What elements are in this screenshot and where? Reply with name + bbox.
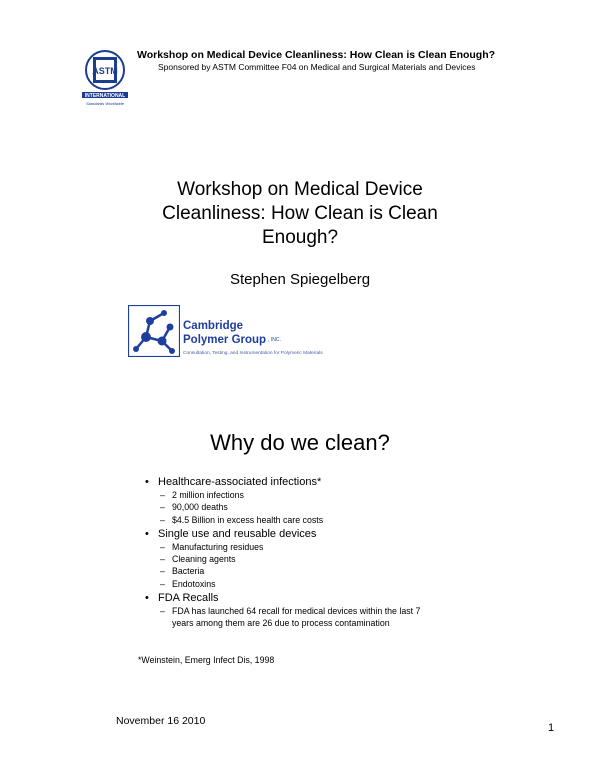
sub-bullet-text: Manufacturing residues — [172, 541, 264, 552]
sub-bullet-item — [145, 578, 465, 590]
company-name-line2: Polymer Group — [183, 334, 267, 347]
sub-bullet-text: 2 million infections — [172, 490, 244, 500]
bullet-text: FDA Recalls — [158, 592, 219, 605]
sub-bullet-text: 90,000 deaths — [172, 502, 228, 513]
astm-international-logo-icon — [80, 48, 130, 108]
slide1-title-line: Workshop on Medical Device — [177, 179, 423, 200]
bullet-dot-icon: • — [145, 592, 149, 605]
sub-bullet-dash-icon: – — [160, 606, 165, 617]
company-inc: , INC. — [268, 337, 281, 343]
presenter-name: Stephen Spiegelberg — [229, 271, 371, 288]
sub-bullet-text: Cleaning agents — [172, 554, 236, 565]
bullet-dot-icon: • — [145, 527, 149, 540]
sub-bullet-list — [145, 541, 465, 590]
sub-bullet-text: Endotoxins — [172, 578, 216, 589]
company-name — [183, 319, 281, 347]
bullet-item — [145, 475, 465, 489]
sub-bullet-item — [145, 617, 465, 629]
sub-bullet-item — [145, 514, 465, 526]
sub-bullet-item — [145, 489, 465, 501]
sub-bullet-text: Bacteria — [172, 566, 205, 577]
sub-bullet-dash-icon: – — [160, 578, 165, 589]
sub-bullet-item — [145, 605, 465, 617]
header-subtitle: Sponsored by ASTM Committee F04 on Medical and Surgical Materials and Devices — [158, 62, 476, 72]
sub-bullet-item — [145, 565, 465, 577]
bullet-item — [145, 527, 465, 541]
sub-bullet-dash-icon: – — [160, 514, 165, 525]
sub-bullet-dash-icon: – — [160, 502, 165, 513]
sub-bullet-text: FDA has launched 64 recall for medical devices within the last 7 — [172, 606, 421, 617]
sub-bullet-item — [145, 541, 465, 553]
sub-bullet-dash-icon: – — [160, 490, 165, 500]
page-number: 1 — [548, 722, 555, 734]
astm-logo-tagline: Standards Worldwide — [85, 101, 125, 106]
slide2-title: Why do we clean? — [210, 430, 390, 455]
bullet-item — [145, 591, 465, 605]
sub-bullet-dash-icon: – — [160, 554, 165, 565]
footer-date: November 16 2010 — [116, 715, 206, 727]
company-name-line1: Cambridge — [183, 320, 244, 332]
slide1-title — [120, 178, 480, 250]
bullet-text: Single use and reusable devices — [158, 527, 317, 540]
sub-bullet-item — [145, 501, 465, 513]
header-title: Workshop on Medical Device Cleanliness: How Clean is Clean Enough? — [137, 49, 496, 61]
slide1-title-line: Cleanliness: How Clean is Clean — [162, 203, 438, 224]
sub-bullet-text: $4.5 Billion in excess health care costs — [172, 514, 324, 525]
sub-bullet-dash-icon: – — [160, 566, 165, 577]
bullet-text: Healthcare-associated infections* — [158, 476, 322, 488]
bullet-list — [145, 474, 465, 630]
bullet-dot-icon: • — [145, 476, 149, 488]
sub-bullet-text: years among them are 26 due to process contamination — [172, 618, 390, 629]
sub-bullet-dash-icon: – — [160, 541, 165, 552]
astm-logo-text: ASTM — [92, 66, 118, 76]
sub-bullet-list — [145, 605, 465, 630]
company-tagline: Consultation, Testing, and Instrumentation for Polymeric Materials — [183, 351, 323, 356]
sub-bullet-item — [145, 553, 465, 565]
slide1-title-line: Enough? — [261, 227, 339, 248]
cambridge-polymer-group-logo-icon — [128, 305, 180, 357]
astm-logo-org: INTERNATIONAL — [84, 93, 126, 99]
sub-bullet-list — [145, 489, 465, 526]
footnote: *Weinstein, Emerg Infect Dis, 1998 — [138, 655, 275, 665]
